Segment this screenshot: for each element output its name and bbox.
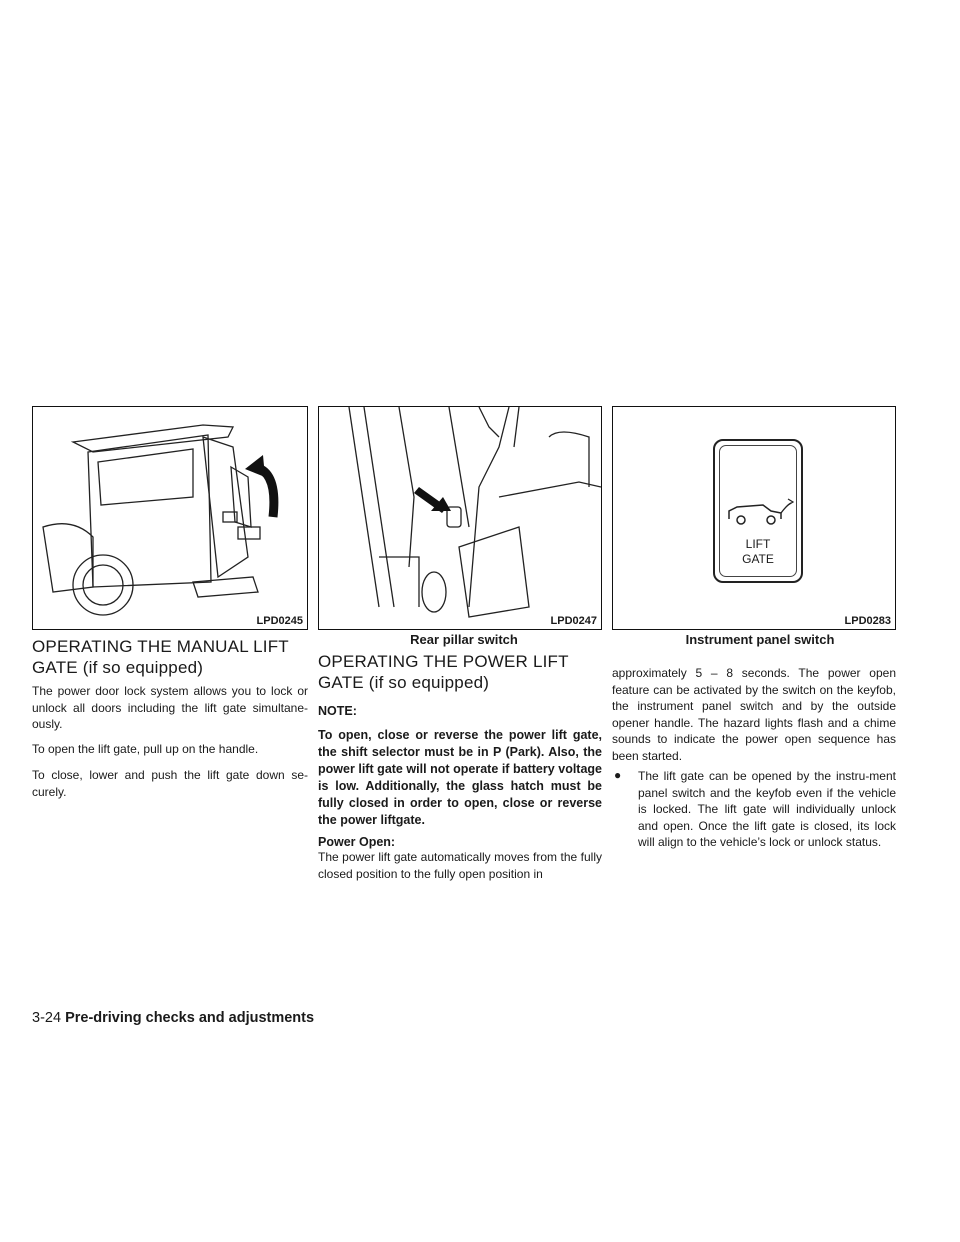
paragraph: approximately 5 – 8 seconds. The power open feature can be activated by the switch on the keyfob, the instrument panel switch and by the outside opener handle. The hazard lights flash and a chime sounds to indicate the power open sequence has been started. bbox=[612, 666, 896, 763]
note-label: NOTE: bbox=[318, 704, 357, 718]
lift-gate-switch bbox=[713, 439, 803, 583]
figure-code: LPD0247 bbox=[550, 615, 597, 627]
figure-code: LPD0283 bbox=[844, 615, 891, 627]
sub-heading: Power Open: bbox=[318, 835, 396, 849]
heading-line: GATE (if so equipped) bbox=[32, 658, 204, 677]
page-number: 3-24 bbox=[32, 1010, 62, 1026]
figure-code: LPD0245 bbox=[256, 615, 303, 627]
page-footer bbox=[32, 1010, 314, 1026]
switch-label-line2: GATE bbox=[742, 552, 774, 566]
section-title: Pre-driving checks and adjustments bbox=[65, 1010, 315, 1026]
note-text: To open, close or reverse the power lift gate, the shift selector must be in P (Park). Also, the power lift gate will not operate if battery voltage is low. Additionally, the glass hatch must be fully closed in order to open, close or reverse the power liftgate. bbox=[318, 728, 602, 827]
section-heading-power bbox=[318, 651, 602, 693]
paragraph: To open the lift gate, pull up on the handle. bbox=[32, 742, 259, 756]
liftgate-open-illustration bbox=[33, 407, 307, 629]
paragraph: The power door lock system allows you to lock or unlock all doors including the lift gate simultane-ously. bbox=[32, 684, 308, 731]
bullet-icon: ● bbox=[614, 768, 622, 782]
figure-manual-liftgate bbox=[32, 406, 308, 630]
section-heading-manual bbox=[32, 636, 312, 678]
figure-rear-pillar-switch bbox=[318, 406, 602, 630]
heading-line: OPERATING THE POWER LIFT bbox=[318, 652, 569, 671]
switch-label-line1: LIFT bbox=[745, 537, 771, 551]
vehicle-liftgate-icon bbox=[725, 497, 795, 527]
figure-caption: Rear pillar switch bbox=[410, 632, 518, 647]
bullet-text: The lift gate can be opened by the instru-ment panel switch and the keyfob even if the vehicle is locked. The lift gate will individually unlock and open. Once the lift gate is closed, its lock will align to the vehicle’s lock or unlock status. bbox=[638, 769, 896, 849]
rear-pillar-illustration bbox=[319, 407, 601, 629]
figure-instrument-panel-switch bbox=[612, 406, 896, 630]
bullet-item bbox=[614, 768, 896, 851]
figure-caption: Instrument panel switch bbox=[685, 632, 835, 647]
paragraph: The power lift gate automatically moves from the fully closed position to the fully open position in bbox=[318, 850, 602, 881]
paragraph: To close, lower and push the lift gate down se-curely. bbox=[32, 768, 308, 799]
heading-line: OPERATING THE MANUAL LIFT bbox=[32, 637, 289, 656]
heading-line: GATE (if so equipped) bbox=[318, 673, 490, 692]
